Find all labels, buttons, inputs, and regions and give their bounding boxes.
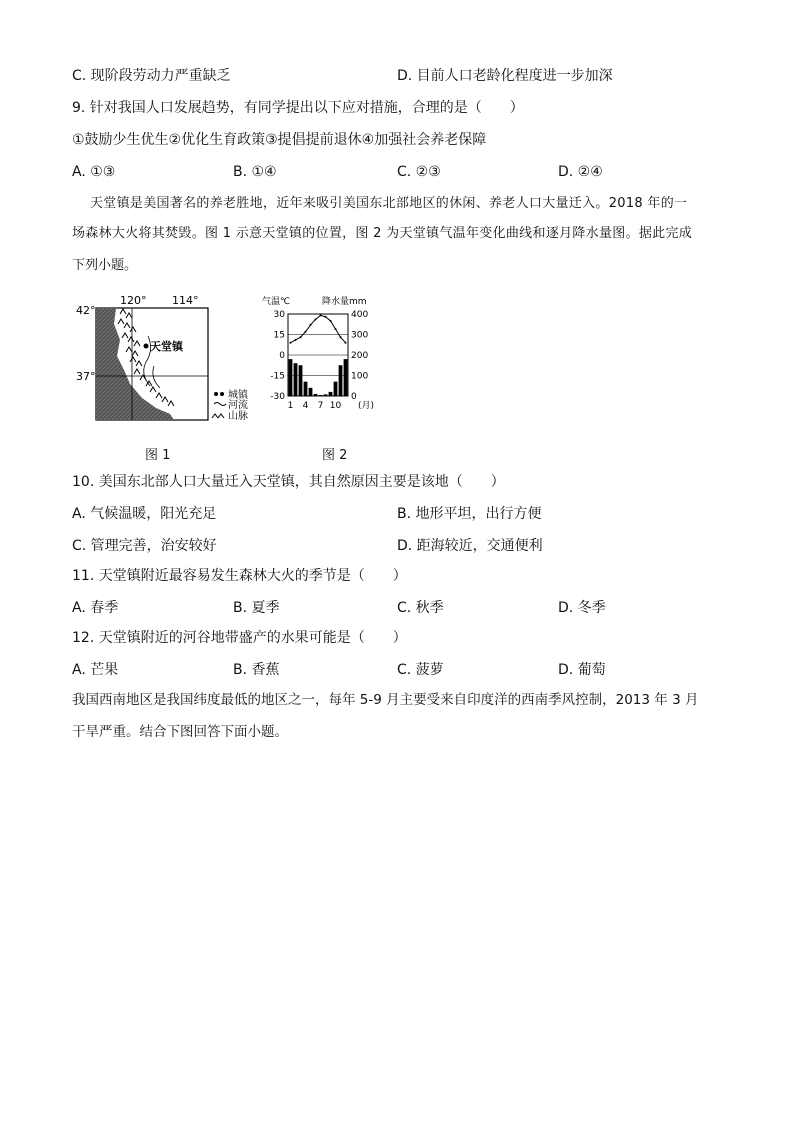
temperature-point-1 — [290, 342, 292, 344]
lon-label-114: 114° — [172, 294, 199, 307]
legend-mountain: 山脉 — [228, 411, 248, 422]
passage1-line-3: 下列小题。 — [72, 258, 138, 273]
q11-option-a: A. 春季 — [72, 600, 119, 616]
y-right-tick: 400 — [351, 310, 369, 320]
figure1-map — [76, 294, 250, 426]
q12-option-b: B. 香蕉 — [233, 662, 280, 678]
temperature-point-7 — [320, 314, 322, 316]
temperature-point-3 — [300, 336, 302, 338]
precip-bar-7 — [319, 395, 323, 396]
q9-option-d: D. ②④ — [558, 164, 603, 180]
precip-bar-3 — [299, 365, 303, 396]
q11-stem: 11. 天堂镇附近最容易发生森林大火的季节是（ ） — [72, 568, 407, 584]
q9-option-b: B. ①④ — [233, 164, 277, 180]
y-right-tick: 0 — [351, 392, 357, 402]
q10-stem: 10. 美国东北部人口大量迁入天堂镇，其自然原因主要是该地（ ） — [72, 474, 505, 490]
y-right-tick: 200 — [351, 351, 369, 361]
q9-option-c: C. ②③ — [397, 164, 441, 180]
figure2-climate-chart — [262, 296, 392, 426]
q9-stem: 9. 针对我国人口发展趋势，有同学提出以下应对措施，合理的是（ ） — [72, 100, 524, 116]
figure1-caption: 图 1 — [145, 448, 171, 463]
q11-option-b: B. 夏季 — [233, 600, 280, 616]
temperature-point-12 — [345, 342, 347, 344]
precip-bar-10 — [334, 382, 338, 396]
q12-option-c: C. 菠萝 — [397, 662, 444, 678]
temperature-point-10 — [335, 328, 337, 330]
figure2-caption: 图 2 — [322, 448, 348, 463]
x-unit: (月) — [358, 401, 375, 411]
q9-option-a: A. ①③ — [72, 164, 116, 180]
precip-bar-6 — [314, 394, 318, 396]
q11-option-d: D. 冬季 — [558, 600, 606, 616]
temperature-point-11 — [340, 336, 342, 338]
precip-bar-5 — [309, 388, 313, 396]
temperature-point-5 — [310, 324, 312, 326]
q10-option-b: B. 地形平坦，出行方便 — [397, 506, 542, 522]
passage2-line-2: 干旱严重。结合下图回答下面小题。 — [72, 724, 288, 740]
precip-bar-8 — [324, 394, 328, 396]
q8-option-c: C. 现阶段劳动力严重缺乏 — [72, 68, 231, 84]
lat-label-37: 37° — [76, 370, 96, 383]
passage1-line-2: 场森林大火将其焚毁。图 1 示意天堂镇的位置，图 2 为天堂镇气温年变化曲线和逐月降水量图。据此完成 — [72, 226, 693, 241]
q10-option-a: A. 气候温暖，阳光充足 — [72, 506, 217, 522]
precip-bar-12 — [344, 359, 348, 396]
precip-bar-4 — [304, 382, 308, 396]
temperature-point-2 — [295, 339, 297, 341]
q12-option-a: A. 芒果 — [72, 662, 119, 678]
x-tick-4: 4 — [302, 401, 309, 411]
legend-town: 城镇 — [228, 390, 248, 401]
q12-option-d: D. 葡萄 — [558, 662, 606, 678]
q11-option-c: C. 秋季 — [397, 600, 444, 616]
y-right-tick: 300 — [351, 330, 369, 341]
q12-stem: 12. 天堂镇附近的河谷地带盛产的水果可能是（ ） — [72, 630, 407, 646]
q8-option-d: D. 目前人口老龄化程度进一步加深 — [397, 68, 613, 84]
figures-area — [76, 294, 390, 466]
precip-bar-9 — [329, 392, 333, 396]
y-right-tick: 100 — [351, 371, 369, 382]
x-tick-10: 10 — [329, 401, 342, 411]
precip-bar-11 — [339, 365, 343, 396]
y-left-title: 气温℃ — [262, 297, 291, 307]
q10-option-d: D. 距海较近，交通便利 — [397, 538, 543, 554]
temperature-point-9 — [330, 320, 332, 322]
temperature-point-4 — [305, 331, 307, 333]
y-left-tick: 15 — [273, 330, 285, 341]
temperature-point-8 — [325, 316, 327, 318]
q10-option-c: C. 管理完善，治安较好 — [72, 538, 217, 554]
precip-bar-1 — [289, 359, 293, 396]
passage2-line-1: 我国西南地区是我国纬度最低的地区之一，每年 5-9 月主要受来自印度洋的西南季风控制，2013 年 3 月 — [72, 692, 699, 708]
y-left-tick: 30 — [273, 310, 285, 320]
y-left-tick: -30 — [270, 392, 285, 402]
legend-river: 河流 — [228, 400, 248, 411]
passage1-line-1: 天堂镇是美国著名的养老胜地，近年来吸引美国东北部地区的休闲、养老人口大量迁入。2018 年的一 — [90, 196, 688, 211]
lon-label-120: 120° — [120, 294, 147, 307]
temperature-point-6 — [315, 318, 317, 320]
x-tick-1: 1 — [287, 401, 294, 411]
q9-measures: ①鼓励少生优生②优化生育政策③提倡提前退休④加强社会养老保障 — [72, 132, 487, 148]
town-label: 天堂镇 — [150, 340, 183, 353]
y-left-tick: -15 — [270, 371, 285, 382]
precip-bar-2 — [294, 363, 298, 396]
x-tick-7: 7 — [317, 401, 324, 411]
lat-label-42: 42° — [76, 304, 96, 317]
figure1-legend — [212, 388, 249, 422]
town-marker — [144, 344, 149, 349]
y-left-tick: 0 — [279, 351, 285, 361]
y-right-title: 降水量mm — [322, 297, 367, 307]
